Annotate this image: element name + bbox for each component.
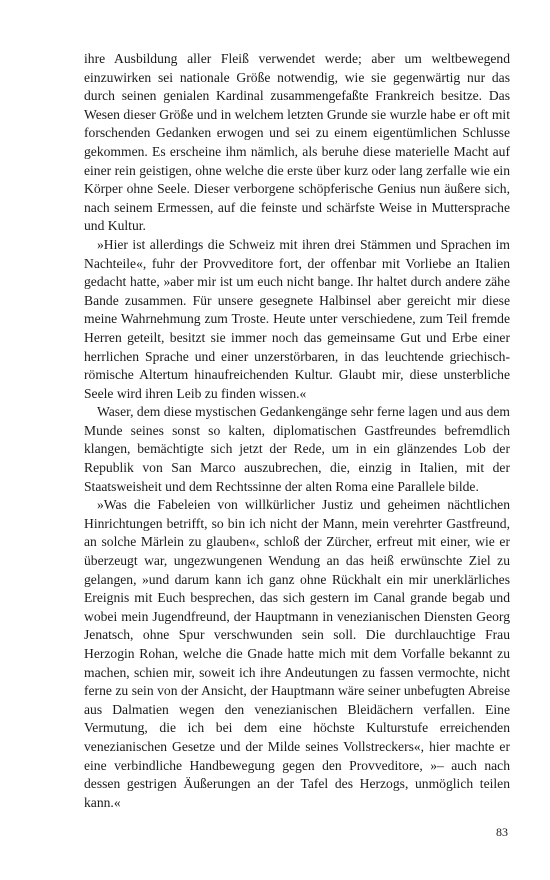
paragraph-1: ihre Ausbildung aller Fleiß verwendet werde; aber um weltbewegend einzuwirken sei nationale Größe notwendig, wie sie gegenwärtig nur das durch seinen genialen Kardinal zusammengefaßte Frankreich besitze. Das Wesen dieser Größe und in welchem letzten Grunde sie wurzle habe er oft mit forschenden Gedanken erwogen und sei zu einem eigentümlichen Schlusse gekommen. Es erscheine ihm nämlich, als beruhe diese materielle Macht auf einer rein geistigen, ohne welche die erste über kurz oder lang zerfalle wie ein Körper ohne Seele. Dieser verborgene schöpferische Genius nun äußere sich, nach seinem Ermessen, auf die feinste und schärfste Weise in Muttersprache und Kultur. — [84, 51, 510, 234]
page-number: 83 — [496, 825, 508, 839]
paragraph-3: Waser, dem diese mystischen Gedankengänge sehr ferne lagen und aus dem Munde seines sonst so kalten, diplomatischen Gastfreundes befremdlich klangen, bemächtigte sich jetzt der Rede, um in ein glänzendes Lob der Republik von San Marco auszubrechen, die, einzig in Italien, mit der Staatsweisheit und dem Rechtssinne der alten Roma eine Parallele bilde. — [84, 404, 510, 494]
paragraph-4: »Was die Fabeleien von willkürlicher Justiz und geheimen nächtlichen Hinrichtungen betrifft, so bin ich nicht der Mann, mein verehrter Gastfreund, an solche Märlein zu glauben«, schloß der Zürcher, erfreut mit einer, wie er überzeugt war, ungezwungenen Wendung an das heiß erwünschte Ziel zu gelangen, »und darum kann ich ganz ohne Rückhalt ein mir unerklärliches Ereignis mit Euch besprechen, das sich gestern im Canal grande begab und wobei mein Jugendfreund, der Hauptmann in venezianischen Diensten Georg Jenatsch, ohne Spur verschwunden sein soll. Die durchlauchtige Frau Herzogin Rohan, welche die Gnade hatte mich mit dem Vorfalle bekannt zu machen, schien mir, soweit ich ihre Andeutungen zu fassen vermochte, nicht ferne zu sein von der Ansicht, der Hauptmann wäre seiner unbefugten Abreise aus Dalmatien wegen den venezianischen Bleidächern verfallen. Eine Vermutung, die ich bei dem eine höchste Kulturstufe erreichenden venezianischen Gesetze und der Milde seines Vollstreckers«, hier machte er eine verbindliche Handbewegung gegen den Provveditore, »– auch nach dessen gestrigen Äußerungen an der Tafel des Herzogs, unmöglich teilen kann.« — [84, 497, 510, 810]
paragraph-2: »Hier ist allerdings die Schweiz mit ihren drei Stämmen und Sprachen im Nachteile«, fuhr der Provveditore fort, der offenbar mit Vorliebe an Italien gedacht hatte, »aber mir ist um euch nicht bange. Ihr haltet durch andere zähe Bande zusammen. Für unsere gesegnete Halbinsel aber gereicht mir diese meine Wahrnehmung zum Troste. Heute unter verschiedene, zum Teil fremde Herren geteilt, besitzt sie immer noch das gemeinsame Gut und Erbe einer herrlichen Sprache und einer unzerstörbaren, in das leuchtende griechisch-römische Altertum hinaufreichenden Kultur. Glaubt mir, diese unsterbliche Seele wird ihren Leib zu finden wissen.« — [84, 236, 510, 401]
page-body — [84, 50, 510, 812]
